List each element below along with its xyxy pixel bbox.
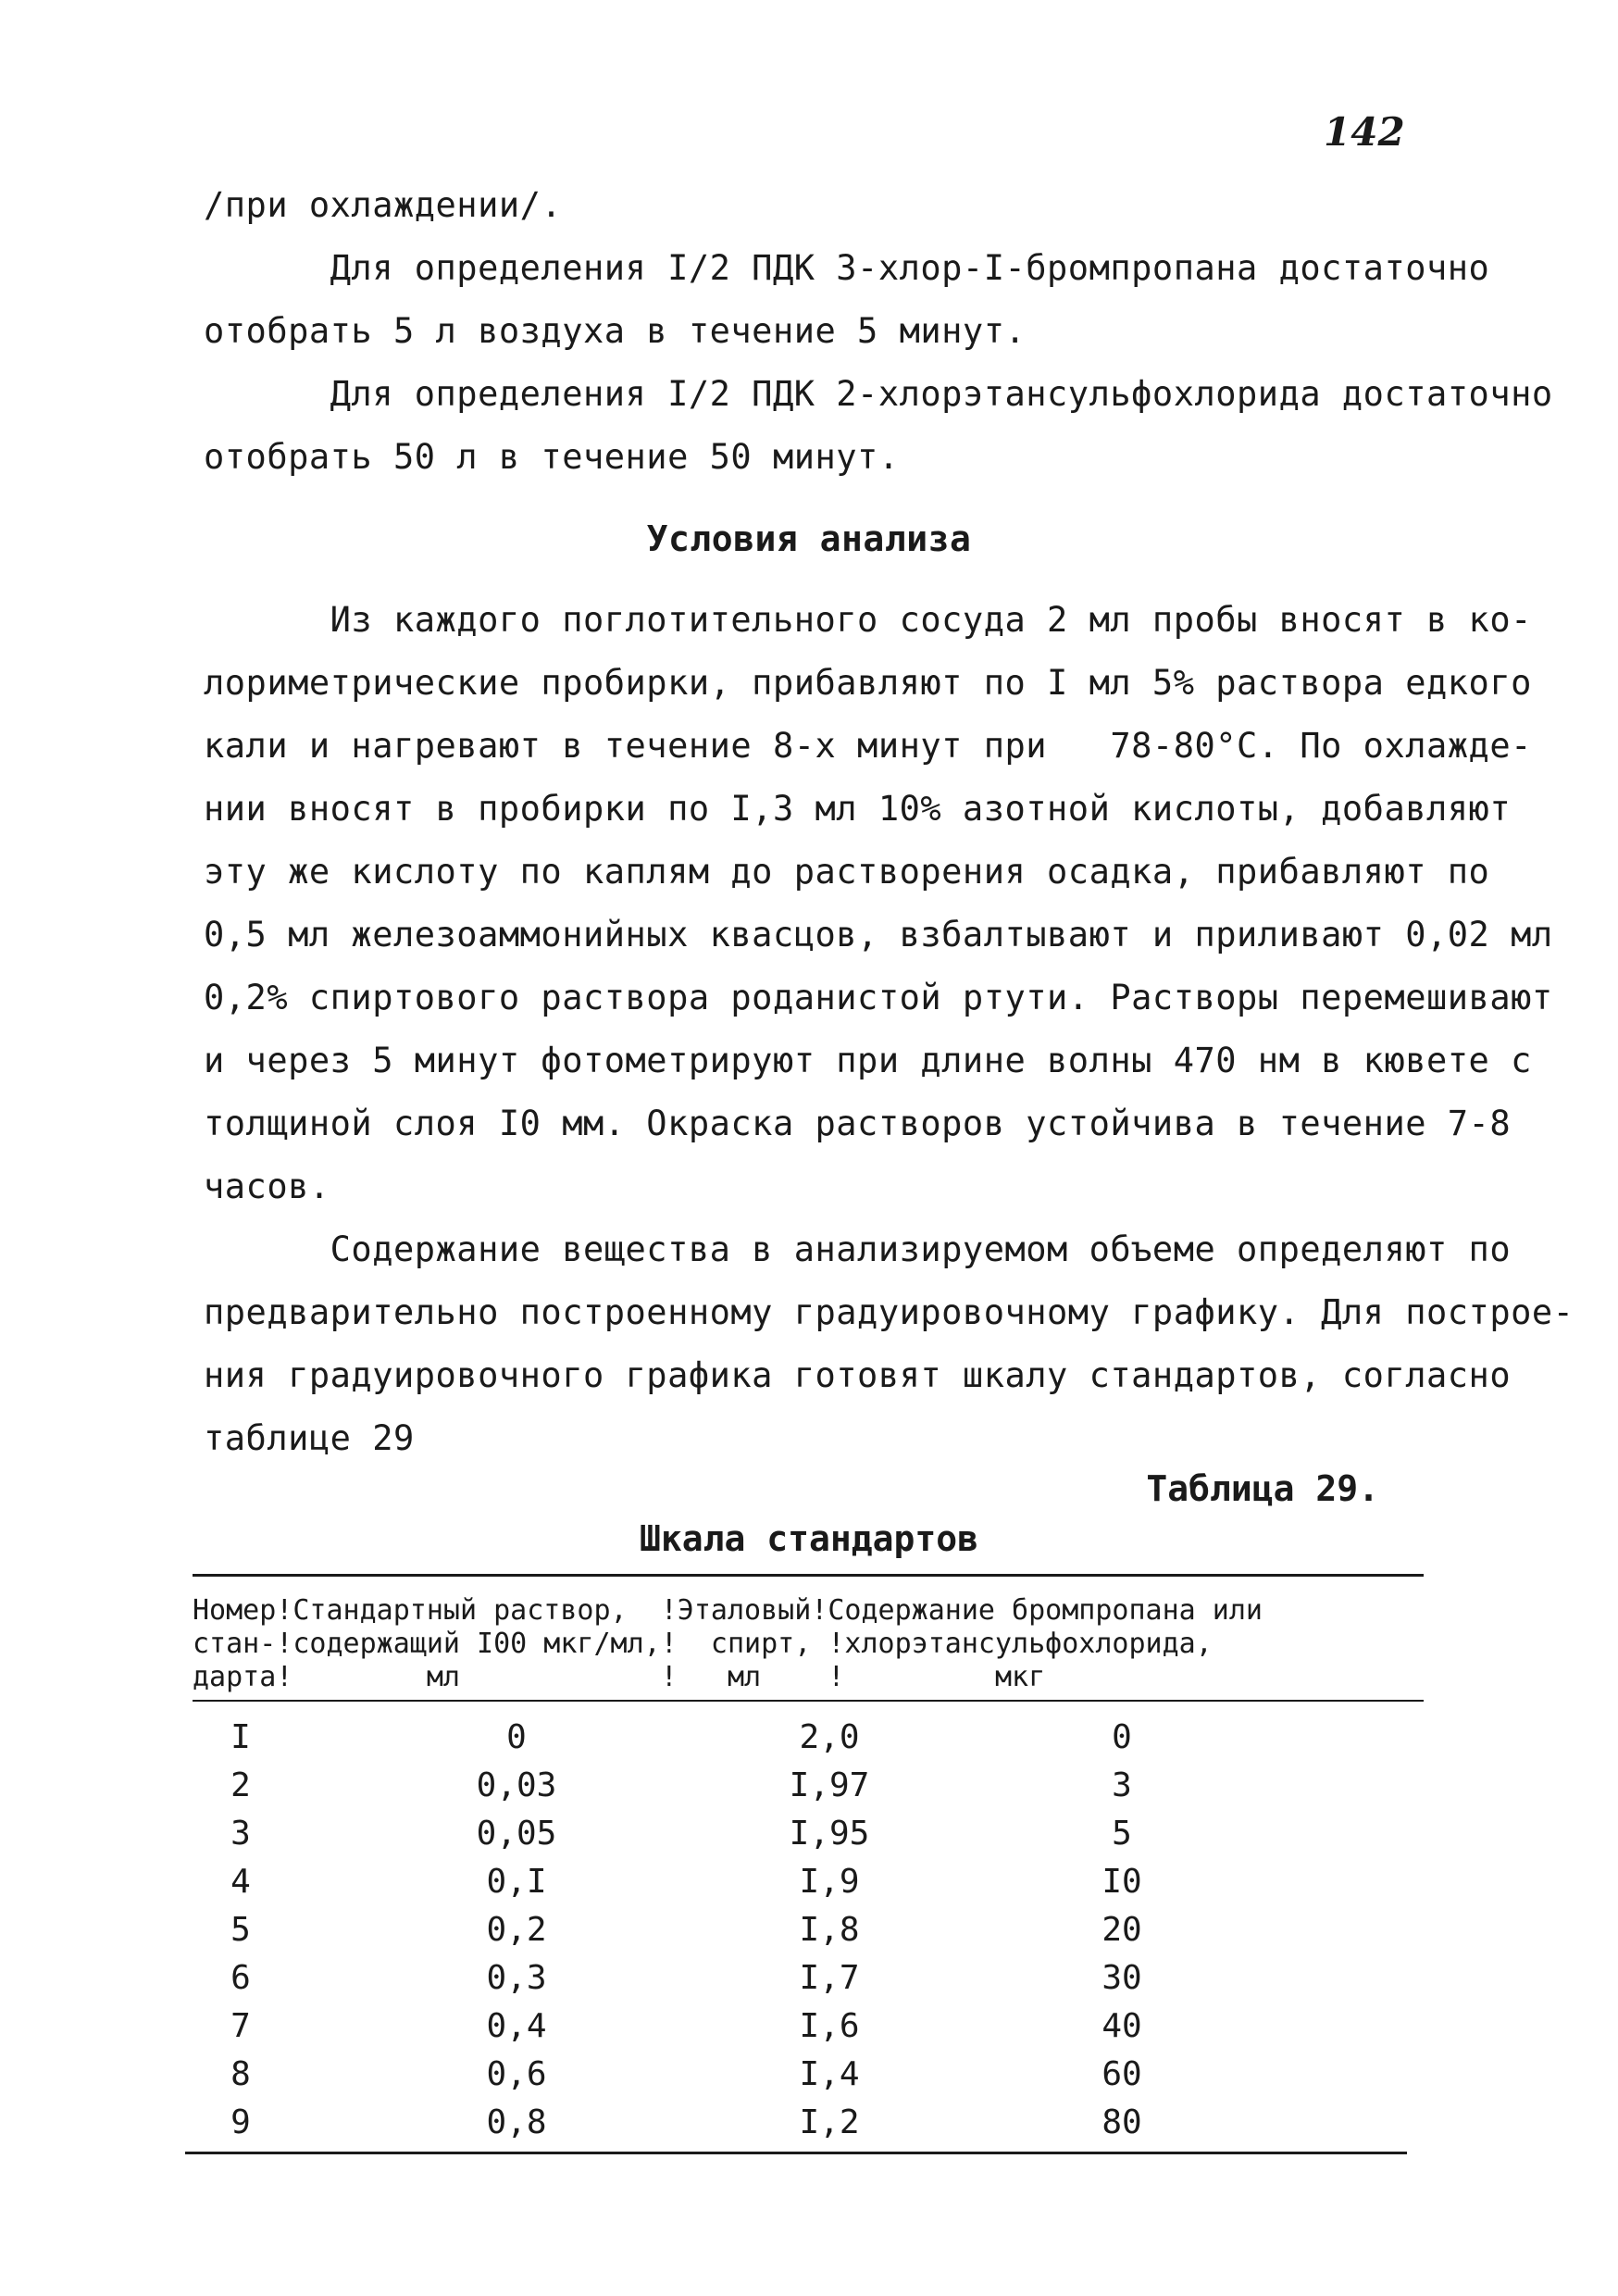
table-cell-standard: 0 xyxy=(506,1718,527,1756)
paragraph-line: таблице 29 xyxy=(204,1418,415,1458)
paragraph-line: лориметрические пробирки, прибавляют по I мл 5% раствора едкого xyxy=(204,663,1532,703)
table-cell-number: 7 xyxy=(230,2007,251,2045)
paragraph-line: Для определения I/2 ПДК 2-хлорэтансульфохлорида достаточно xyxy=(204,374,1553,414)
table-cell-content: 80 xyxy=(1101,2103,1142,2141)
paragraph-line: 0,5 мл железоаммонийных квасцов, взбалтывают и приливают 0,02 мл xyxy=(204,915,1553,955)
table-cell-number: 5 xyxy=(230,1911,251,1949)
paragraph-line: эту же кислоту по каплям до растворения осадка, прибавляют по xyxy=(204,852,1490,892)
table-cell-number: 9 xyxy=(230,2103,251,2141)
table-cell-standard: 0,3 xyxy=(486,1959,547,1997)
table-cell-number: 6 xyxy=(230,1959,251,1997)
table-bottom-rule xyxy=(185,2152,1407,2154)
paragraph-line: нии вносят в пробирки по I,3 мл 10% азотной кислоты, добавляют xyxy=(204,789,1512,829)
paragraph-line: предварительно построенному градуировочному графику. Для построе- xyxy=(204,1292,1574,1332)
table-cell-alcohol: I,8 xyxy=(799,1911,860,1949)
page-number: 142 xyxy=(1324,109,1405,155)
table-label: Таблица 29. xyxy=(1146,1468,1379,1509)
table-cell-content: 30 xyxy=(1101,1959,1142,1997)
table-cell-alcohol: 2,0 xyxy=(799,1718,860,1756)
section-heading: Условия анализа xyxy=(646,518,972,559)
table-cell-standard: 0,05 xyxy=(476,1815,557,1853)
paragraph-line: 0,2% спиртового раствора роданистой ртути. Растворы перемешивают xyxy=(204,978,1553,1017)
table-header-rule xyxy=(193,1700,1424,1702)
table-cell-content: 0 xyxy=(1112,1718,1132,1756)
table-cell-content: I0 xyxy=(1101,1863,1142,1901)
paragraph-line: Из каждого поглотительного сосуда 2 мл пробы вносят в ко- xyxy=(204,600,1532,640)
table-cell-number: 4 xyxy=(230,1863,251,1901)
table-cell-standard: 0,6 xyxy=(486,2055,547,2093)
table-top-rule xyxy=(193,1574,1424,1577)
paragraph-line: ния градуировочного графика готовят шкалу стандартов, согласно xyxy=(204,1355,1512,1395)
paragraph-line: /при охлаждении/. xyxy=(204,185,563,225)
table-cell-alcohol: I,6 xyxy=(799,2007,860,2045)
table-cell-number: 2 xyxy=(230,1766,251,1804)
table-cell-alcohol: I,97 xyxy=(789,1766,870,1804)
table-cell-standard: 0,2 xyxy=(486,1911,547,1949)
paragraph-line: кали и нагревают в течение 8-х минут при 78-80°С. По охлажде- xyxy=(204,726,1532,766)
paragraph-line: толщиной слоя I0 мм. Окраска растворов устойчива в течение 7-8 xyxy=(204,1104,1512,1143)
table-cell-number: 3 xyxy=(230,1815,251,1853)
table-cell-number: I xyxy=(230,1718,251,1756)
table-cell-content: 20 xyxy=(1101,1911,1142,1949)
table-header-line: дарта! мл ! мл ! мкг xyxy=(193,1661,1046,1693)
paragraph-line: и через 5 минут фотометрируют при длине волны 470 нм в кювете с xyxy=(204,1041,1532,1080)
paragraph-line: Для определения I/2 ПДК 3-хлор-I-бромпропана достаточно xyxy=(204,248,1490,288)
table-cell-alcohol: I,2 xyxy=(799,2103,860,2141)
table-cell-standard: 0,03 xyxy=(476,1766,557,1804)
table-cell-number: 8 xyxy=(230,2055,251,2093)
table-cell-alcohol: I,9 xyxy=(799,1863,860,1901)
paragraph-line: отобрать 50 л в течение 50 минут. xyxy=(204,437,900,477)
table-cell-standard: 0,8 xyxy=(486,2103,547,2141)
table-cell-content: 60 xyxy=(1101,2055,1142,2093)
table-cell-standard: 0,4 xyxy=(486,2007,547,2045)
table-cell-alcohol: I,4 xyxy=(799,2055,860,2093)
table-cell-alcohol: I,95 xyxy=(789,1815,870,1853)
paragraph-line: часов. xyxy=(204,1167,330,1206)
table-header-line: Номер!Стандартный раствор, !Эталовый!Содержание бромпропана или xyxy=(193,1594,1263,1627)
table-cell-standard: 0,I xyxy=(486,1863,547,1901)
table-cell-content: 40 xyxy=(1101,2007,1142,2045)
table-header-line: стан-!содержащий I00 мкг/мл,! спирт, !хлорэтансульфохлорида, xyxy=(193,1628,1213,1660)
table-title: Шкала стандартов xyxy=(639,1518,979,1559)
paragraph-line: Содержание вещества в анализируемом объеме определяют по xyxy=(204,1229,1512,1269)
table-cell-content: 3 xyxy=(1112,1766,1132,1804)
table-cell-content: 5 xyxy=(1112,1815,1132,1853)
paragraph-line: отобрать 5 л воздуха в течение 5 минут. xyxy=(204,311,1027,351)
table-cell-alcohol: I,7 xyxy=(799,1959,860,1997)
